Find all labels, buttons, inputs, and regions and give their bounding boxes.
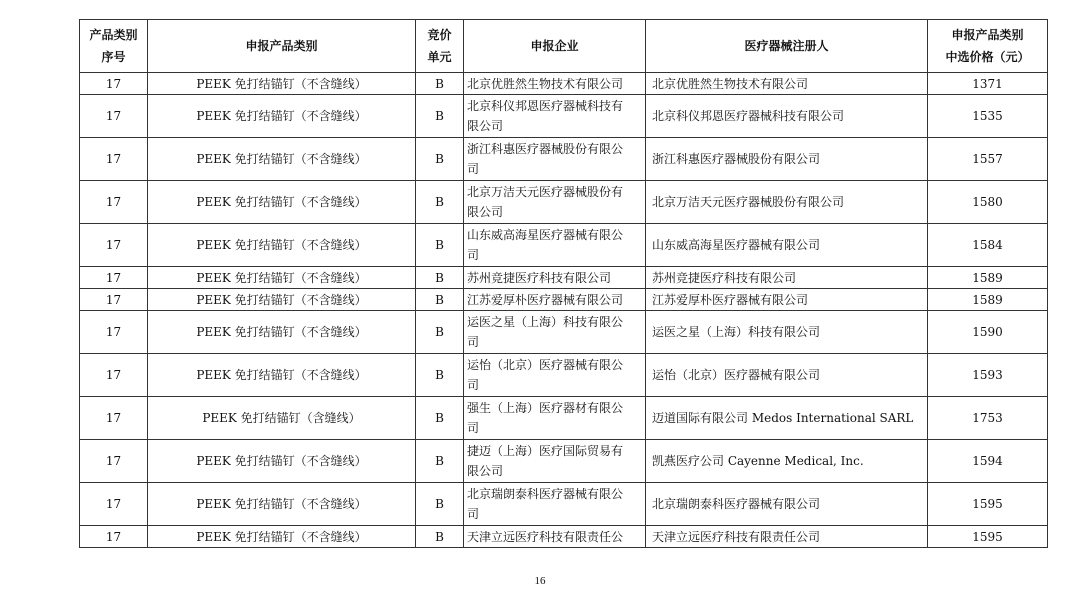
cell-price — [928, 181, 1048, 224]
table-row — [80, 311, 1048, 354]
cell-product-category-text: PEEK 免打结锚钉（不含缝线） — [196, 76, 367, 91]
cell-product-category-text: PEEK 免打结锚钉（不含缝线） — [196, 292, 367, 307]
cell-bid-unit-text: B — [435, 195, 444, 209]
cell-product-category-text: PEEK 免打结锚钉（不含缝线） — [196, 109, 367, 123]
cell-company — [464, 138, 646, 181]
table-row — [80, 224, 1048, 267]
cell-registrant-text: 迈道国际有限公司 Medos International SARL — [652, 411, 914, 425]
cell-price — [928, 440, 1048, 483]
cell-registrant-text: 运医之星（上海）科技有限公司 — [652, 325, 821, 339]
cell-category-no — [80, 224, 148, 267]
cell-company — [464, 267, 646, 289]
cell-bid-unit-text: B — [435, 411, 444, 425]
cell-price-text: 1590 — [972, 325, 1003, 339]
cell-bid-unit — [416, 311, 464, 354]
cell-category-no — [80, 354, 148, 397]
table-row — [80, 267, 1048, 289]
cell-bid-unit-text: B — [435, 497, 444, 511]
cell-company-text: 江苏爱厚朴医疗器械有限公司 — [467, 292, 624, 307]
cell-price-text: 1557 — [972, 152, 1003, 166]
cell-product-category-text: PEEK 免打结锚钉（不含缝线） — [196, 195, 367, 209]
cell-price — [928, 267, 1048, 289]
cell-bid-unit — [416, 95, 464, 138]
cell-company-text: 山东威高海星医疗器械有限公 司 — [467, 228, 624, 262]
cell-price-text: 1753 — [972, 411, 1003, 425]
cell-registrant-text: 山东威高海星医疗器械有限公司 — [652, 238, 821, 252]
cell-category-no-text: 17 — [105, 238, 122, 252]
cell-bid-unit — [416, 526, 464, 548]
cell-company — [464, 440, 646, 483]
cell-bid-unit-text: B — [435, 152, 444, 166]
cell-product-category — [148, 138, 416, 181]
cell-product-category-text: PEEK 免打结锚钉（不含缝线） — [196, 529, 367, 544]
table-row — [80, 73, 1048, 95]
cell-product-category — [148, 440, 416, 483]
cell-company-text: 苏州竞捷医疗科技有限公司 — [467, 270, 612, 285]
cell-price — [928, 289, 1048, 311]
cell-bid-unit-text: B — [435, 270, 444, 285]
cell-company-text: 运怡（北京）医疗器械有限公 司 — [467, 358, 624, 392]
cell-price — [928, 224, 1048, 267]
cell-registrant-text: 江苏爱厚朴医疗器械有限公司 — [652, 292, 809, 307]
cell-bid-unit-text: B — [435, 529, 444, 544]
cell-price — [928, 354, 1048, 397]
cell-company-text: 运医之星（上海）科技有限公 司 — [467, 315, 624, 349]
cell-product-category — [148, 181, 416, 224]
cell-product-category — [148, 483, 416, 526]
cell-price — [928, 138, 1048, 181]
cell-registrant-text: 天津立远医疗科技有限责任公司 — [652, 529, 821, 544]
cell-category-no-text: 17 — [105, 270, 122, 285]
header-category-no: 产品类别 序号 — [80, 20, 148, 73]
cell-category-no-text: 17 — [105, 454, 122, 468]
cell-company-text: 浙江科惠医疗器械股份有限公 司 — [467, 142, 624, 176]
cell-bid-unit — [416, 181, 464, 224]
cell-bid-unit-text: B — [435, 368, 444, 382]
cell-category-no-text: 17 — [105, 497, 122, 511]
cell-category-no — [80, 311, 148, 354]
cell-product-category — [148, 267, 416, 289]
price-table — [79, 19, 1048, 548]
cell-product-category-text: PEEK 免打结锚钉（不含缝线） — [196, 368, 367, 382]
table-row — [80, 354, 1048, 397]
cell-registrant — [646, 483, 928, 526]
cell-price — [928, 95, 1048, 138]
cell-company — [464, 354, 646, 397]
cell-product-category — [148, 289, 416, 311]
cell-category-no — [80, 95, 148, 138]
cell-registrant — [646, 311, 928, 354]
cell-price-text: 1595 — [972, 497, 1003, 511]
cell-company-text: 强生（上海）医疗器材有限公 司 — [467, 401, 624, 435]
cell-product-category — [148, 95, 416, 138]
cell-price-text: 1584 — [972, 238, 1003, 252]
cell-product-category — [148, 526, 416, 548]
cell-company-text: 北京万洁天元医疗器械股份有 限公司 — [467, 185, 624, 219]
table-row — [80, 397, 1048, 440]
cell-price — [928, 311, 1048, 354]
table-row — [80, 440, 1048, 483]
cell-registrant-text: 北京科仪邦恩医疗器械科技有限公司 — [652, 109, 845, 123]
cell-product-category — [148, 73, 416, 95]
cell-bid-unit — [416, 138, 464, 181]
cell-registrant — [646, 289, 928, 311]
header-registrant: 医疗器械注册人 — [646, 20, 928, 73]
cell-category-no — [80, 483, 148, 526]
cell-registrant-text: 浙江科惠医疗器械股份有限公司 — [652, 152, 821, 166]
cell-company-text: 天津立远医疗科技有限责任公 — [467, 529, 624, 544]
cell-bid-unit-text: B — [435, 454, 444, 468]
cell-bid-unit-text: B — [435, 325, 444, 339]
cell-category-no — [80, 397, 148, 440]
cell-company — [464, 483, 646, 526]
table-header-row — [80, 20, 1048, 73]
cell-company — [464, 181, 646, 224]
cell-company — [464, 289, 646, 311]
cell-company-text: 北京优胜然生物技术有限公司 — [467, 76, 624, 91]
cell-price — [928, 73, 1048, 95]
cell-company — [464, 397, 646, 440]
cell-category-no — [80, 181, 148, 224]
cell-price-text: 1595 — [972, 529, 1003, 544]
cell-price-text: 1535 — [972, 109, 1003, 123]
cell-registrant-text: 北京瑞朗泰科医疗器械有限公司 — [652, 497, 821, 511]
cell-company-text: 捷迈（上海）医疗国际贸易有 限公司 — [467, 444, 624, 478]
header-company: 申报企业 — [464, 20, 646, 73]
cell-product-category — [148, 354, 416, 397]
cell-bid-unit — [416, 354, 464, 397]
cell-product-category-text: PEEK 免打结锚钉（不含缝线） — [196, 454, 367, 468]
cell-company — [464, 526, 646, 548]
cell-bid-unit — [416, 289, 464, 311]
cell-category-no-text: 17 — [105, 411, 122, 425]
cell-bid-unit — [416, 440, 464, 483]
cell-registrant — [646, 73, 928, 95]
cell-price-text: 1589 — [972, 270, 1003, 285]
cell-registrant — [646, 224, 928, 267]
cell-bid-unit — [416, 73, 464, 95]
cell-category-no-text: 17 — [105, 152, 122, 166]
header-price: 申报产品类别 中选价格（元） — [928, 20, 1048, 73]
cell-category-no-text: 17 — [105, 195, 122, 209]
cell-product-category-text: PEEK 免打结锚钉（含缝线） — [202, 411, 361, 425]
table-row — [80, 289, 1048, 311]
cell-product-category-text: PEEK 免打结锚钉（不含缝线） — [196, 325, 367, 339]
table-row — [80, 95, 1048, 138]
cell-price-text: 1593 — [972, 368, 1003, 382]
cell-product-category-text: PEEK 免打结锚钉（不含缝线） — [196, 238, 367, 252]
header-bid-unit: 竞价 单元 — [416, 20, 464, 73]
cell-bid-unit — [416, 267, 464, 289]
cell-registrant-text: 凯燕医疗公司 Cayenne Medical, Inc. — [652, 454, 864, 468]
cell-category-no-text: 17 — [105, 292, 122, 307]
cell-bid-unit-text: B — [435, 292, 444, 307]
cell-category-no — [80, 440, 148, 483]
cell-product-category-text: PEEK 免打结锚钉（不含缝线） — [196, 270, 367, 285]
table-body — [80, 73, 1048, 548]
cell-bid-unit-text: B — [435, 238, 444, 252]
cell-registrant — [646, 95, 928, 138]
page-number: 16 — [534, 575, 546, 587]
cell-category-no — [80, 289, 148, 311]
cell-category-no — [80, 267, 148, 289]
cell-registrant-text: 苏州竞捷医疗科技有限公司 — [652, 270, 797, 285]
cell-category-no — [80, 138, 148, 181]
table-row — [80, 526, 1048, 548]
cell-category-no — [80, 526, 148, 548]
cell-price-text: 1580 — [972, 195, 1003, 209]
cell-category-no-text: 17 — [105, 76, 122, 91]
cell-price-text: 1589 — [972, 292, 1003, 307]
cell-registrant-text: 北京优胜然生物技术有限公司 — [652, 76, 809, 91]
cell-price — [928, 483, 1048, 526]
header-product-category: 申报产品类别 — [148, 20, 416, 73]
cell-registrant — [646, 138, 928, 181]
cell-registrant — [646, 526, 928, 548]
cell-registrant — [646, 440, 928, 483]
cell-product-category — [148, 224, 416, 267]
table-row — [80, 483, 1048, 526]
cell-bid-unit — [416, 224, 464, 267]
cell-price-text: 1371 — [972, 76, 1003, 91]
cell-registrant-text: 运怡（北京）医疗器械有限公司 — [652, 368, 821, 382]
cell-category-no — [80, 73, 148, 95]
cell-registrant — [646, 181, 928, 224]
cell-company — [464, 224, 646, 267]
cell-company-text: 北京瑞朗泰科医疗器械有限公 司 — [467, 487, 624, 521]
table-row — [80, 181, 1048, 224]
cell-product-category-text: PEEK 免打结锚钉（不含缝线） — [196, 497, 367, 511]
cell-registrant — [646, 397, 928, 440]
cell-bid-unit — [416, 397, 464, 440]
cell-price — [928, 397, 1048, 440]
cell-category-no-text: 17 — [105, 529, 122, 544]
table-row — [80, 138, 1048, 181]
cell-bid-unit-text: B — [435, 76, 444, 91]
cell-registrant-text: 北京万洁天元医疗器械股份有限公司 — [652, 195, 845, 209]
cell-registrant — [646, 354, 928, 397]
cell-company — [464, 73, 646, 95]
cell-product-category — [148, 397, 416, 440]
cell-category-no-text: 17 — [105, 109, 122, 123]
cell-bid-unit — [416, 483, 464, 526]
cell-company-text: 北京科仪邦恩医疗器械科技有 限公司 — [467, 99, 624, 133]
cell-product-category-text: PEEK 免打结锚钉（不含缝线） — [196, 152, 367, 166]
cell-category-no-text: 17 — [105, 368, 122, 382]
cell-price — [928, 526, 1048, 548]
cell-company — [464, 95, 646, 138]
cell-product-category — [148, 311, 416, 354]
cell-price-text: 1594 — [972, 454, 1003, 468]
cell-registrant — [646, 267, 928, 289]
cell-company — [464, 311, 646, 354]
cell-category-no-text: 17 — [105, 325, 122, 339]
cell-bid-unit-text: B — [435, 109, 444, 123]
